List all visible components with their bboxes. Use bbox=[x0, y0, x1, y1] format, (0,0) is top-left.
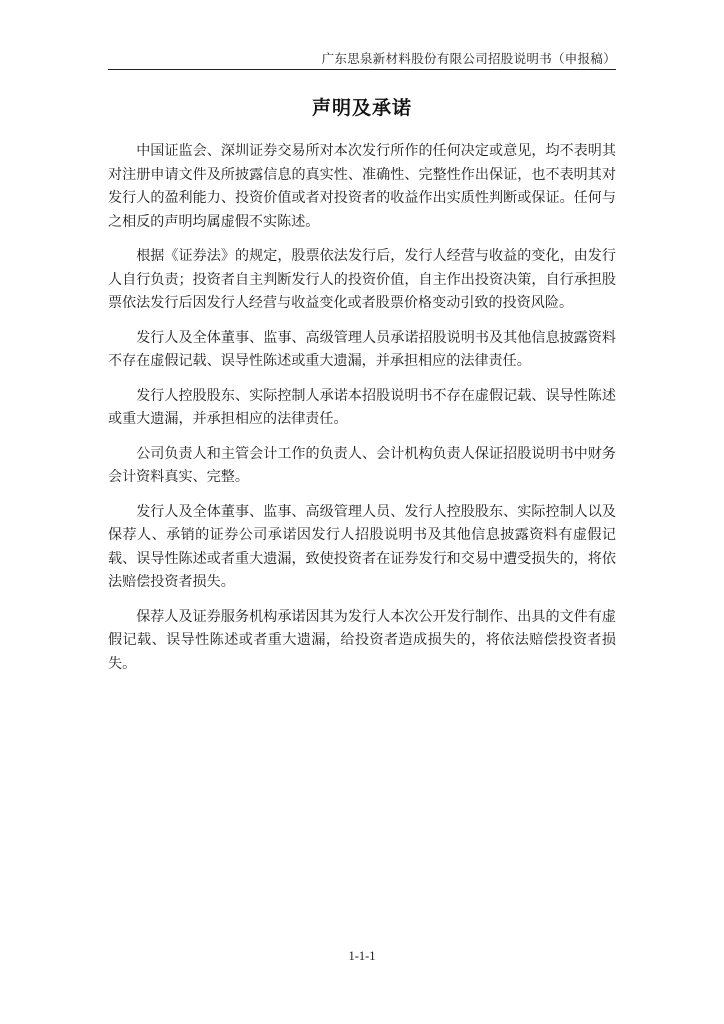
document-body bbox=[108, 140, 616, 687]
page-number: 1-1-1 bbox=[348, 949, 376, 963]
header-divider bbox=[108, 69, 616, 70]
paragraph-sponsor-commitment: 保荐人及证券服务机构承诺因其为发行人本次公开发行制作、出具的文件有虚假记载、误导性陈述或者重大遗漏，给投资者造成损失的，将依法赔偿投资者损失。 bbox=[108, 608, 616, 672]
paragraph-csrc-disclaimer: 中国证监会、深圳证券交易所对本次发行所作的任何决定或意见，均不表明其对注册申请文件及所披露信息的真实性、准确性、完整性作出保证，也不表明其对发行人的盈利能力、投资价值或者对投资者的收益作出实质性判断或保证。任何与之相反的声明均属虚假不实陈述。 bbox=[108, 143, 616, 230]
paragraph-directors-commitment: 发行人及全体董事、监事、高级管理人员承诺招股说明书及其他信息披露资料不存在虚假记载、误导性陈述或重大遗漏，并承担相应的法律责任。 bbox=[108, 329, 616, 369]
page-title: 声明及承诺 bbox=[311, 97, 412, 119]
paragraph-controlling-shareholder: 发行人控股股东、实际控制人承诺本招股说明书不存在虚假记载、误导性陈述或重大遗漏，并承担相应的法律责任。 bbox=[108, 387, 616, 427]
paragraph-compensation-commitment: 发行人及全体董事、监事、高级管理人员、发行人控股股东、实际控制人以及保荐人、承销的证券公司承诺因发行人招股说明书及其他信息披露资料有虚假记载、误导性陈述或者重大遗漏，致使投资者在证券发行和交易中遭受损失的，将依法赔偿投资者损失。 bbox=[108, 503, 616, 590]
paragraph-accounting-responsibility: 公司负责人和主管会计工作的负责人、会计机构负责人保证招股说明书中财务会计资料真实、完整。 bbox=[108, 445, 616, 485]
paragraph-securities-law: 根据《证券法》的规定，股票依法发行后，发行人经营与收益的变化，由发行人自行负责；投资者自主判断发行人的投资价值，自主作出投资决策，自行承担股票依法发行后因发行人经营与收益变化或者股票价格变动引致的投资风险。 bbox=[108, 248, 616, 311]
running-header: 广东思泉新材料股份有限公司招股说明书（申报稿） bbox=[321, 51, 616, 66]
